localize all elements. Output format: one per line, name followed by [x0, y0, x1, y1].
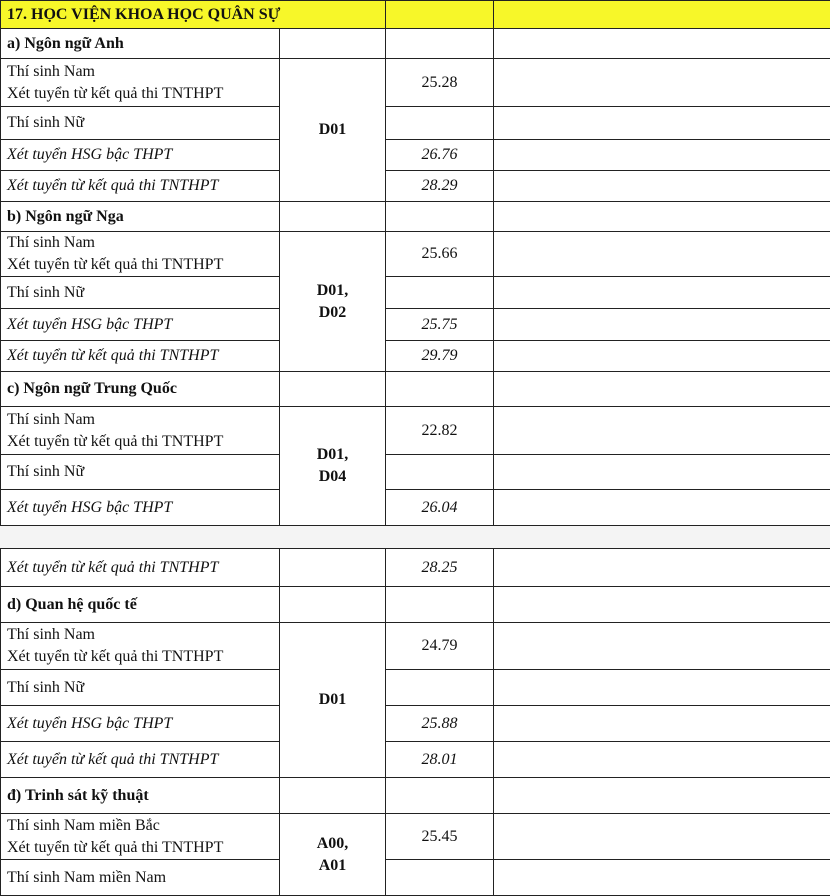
row-label: Xét tuyển HSG bậc THPT — [1, 706, 280, 742]
row-label: Thí sinh Nam miền Bắc Xét tuyển từ kết quả thi TNTHPT — [1, 814, 280, 860]
score — [386, 670, 494, 706]
row-label: Xét tuyển HSG bậc THPT — [1, 490, 280, 526]
row-label: Thí sinh Nam Xét tuyển từ kết quả thi TNTHPT — [1, 232, 280, 277]
row-label: Thí sinh Nam Xét tuyển từ kết quả thi TNTHPT — [1, 623, 280, 670]
section-heading: đ) Trinh sát kỹ thuật — [1, 778, 280, 814]
scores-table-bottom — [0, 548, 830, 896]
subject-combination: D01 — [280, 59, 386, 202]
score: 25.66 — [386, 232, 494, 277]
row-label: Thí sinh Nam Xét tuyển từ kết quả thi TNTHPT — [1, 407, 280, 455]
score: 26.76 — [386, 140, 494, 171]
score — [386, 455, 494, 490]
score: 26.04 — [386, 490, 494, 526]
table-title: 17. HỌC VIỆN KHOA HỌC QUÂN SỰ — [1, 1, 386, 29]
score: 28.29 — [386, 171, 494, 202]
row-label: Thí sinh Nữ — [1, 107, 280, 140]
subject-combination: A00, A01 — [280, 814, 386, 896]
row-label: Xét tuyển HSG bậc THPT — [1, 140, 280, 171]
score: 25.75 — [386, 309, 494, 341]
row-label: Thí sinh Nam Xét tuyển từ kết quả thi TNTHPT — [1, 59, 280, 107]
section-heading: d) Quan hệ quốc tế — [1, 587, 280, 623]
score: 28.01 — [386, 742, 494, 778]
subject-combination: D01, D02 — [280, 232, 386, 372]
subject-combination: D01, D04 — [280, 407, 386, 526]
score: 29.79 — [386, 341, 494, 372]
score: 22.82 — [386, 407, 494, 455]
title-cell — [494, 1, 830, 29]
row-label: Xét tuyển từ kết quả thi TNTHPT — [1, 341, 280, 372]
row-label: Thí sinh Nam miền Nam — [1, 860, 280, 896]
section-heading: a) Ngôn ngữ Anh — [1, 29, 280, 59]
row-label: Thí sinh Nữ — [1, 277, 280, 309]
row-label: Xét tuyển từ kết quả thi TNTHPT — [1, 171, 280, 202]
score: 25.88 — [386, 706, 494, 742]
score — [386, 107, 494, 140]
row-label: Xét tuyển từ kết quả thi TNTHPT — [1, 742, 280, 778]
score — [386, 277, 494, 309]
score: 25.45 — [386, 814, 494, 860]
row-label: Xét tuyển từ kết quả thi TNTHPT — [1, 549, 280, 587]
section-heading: c) Ngôn ngữ Trung Quốc — [1, 372, 280, 407]
row-label: Thí sinh Nữ — [1, 455, 280, 490]
section-heading: b) Ngôn ngữ Nga — [1, 202, 280, 232]
score: 24.79 — [386, 623, 494, 670]
row-label: Xét tuyển HSG bậc THPT — [1, 309, 280, 341]
score: 25.28 — [386, 59, 494, 107]
page-break — [0, 526, 830, 548]
score: 28.25 — [386, 549, 494, 587]
row-label: Thí sinh Nữ — [1, 670, 280, 706]
subject-combination: D01 — [280, 623, 386, 778]
title-cell — [386, 1, 494, 29]
